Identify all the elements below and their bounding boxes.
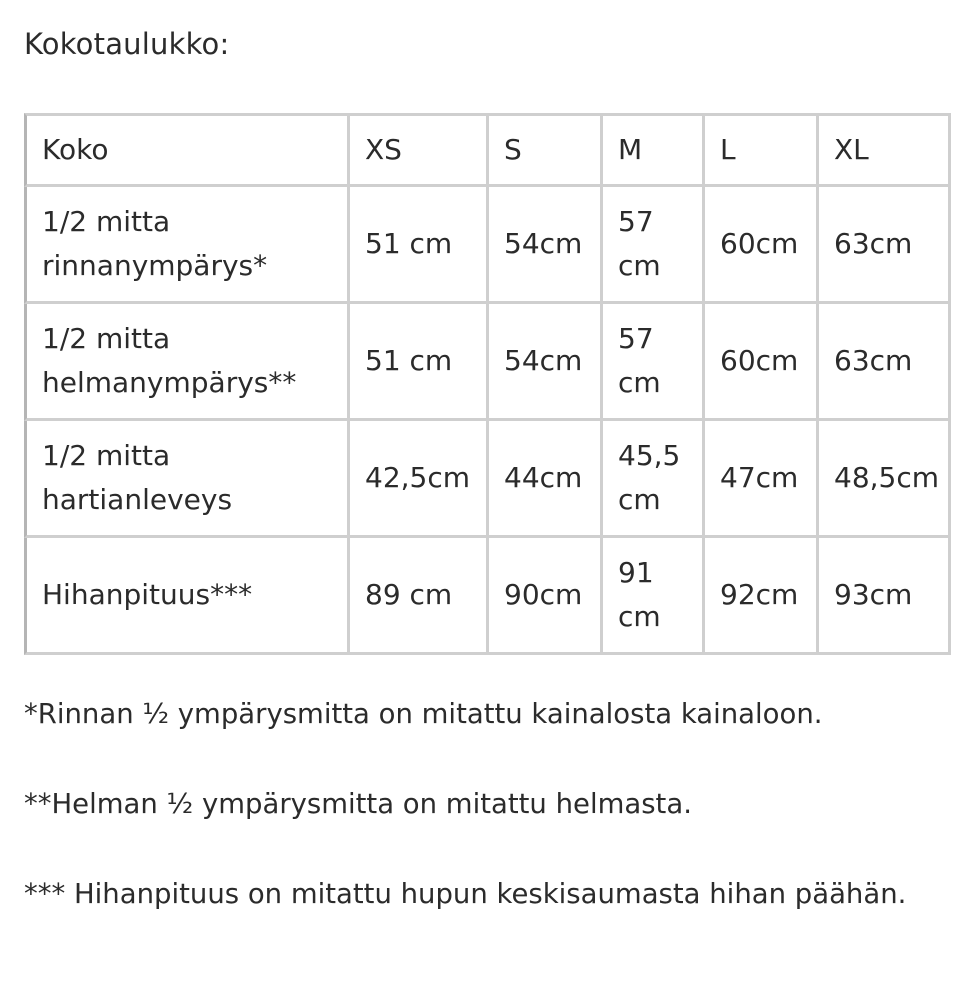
row-label: 1/2 mitta hartianleveys [24,421,350,538]
size-table [24,113,951,655]
table-cell: 90cm [489,538,603,655]
header-cell-size: Koko [24,113,350,187]
table-cell: 48,5cm [819,421,951,538]
table-cell: 54cm [489,187,603,304]
table-cell: 51 cm [350,187,489,304]
table-cell: 42,5cm [350,421,489,538]
table-row [24,304,951,421]
header-cell-xs: XS [350,113,489,187]
table-cell: 45,5 cm [603,421,705,538]
header-cell-m: M [603,113,705,187]
table-cell: 63cm [819,187,951,304]
table-cell: 60cm [705,304,819,421]
table-row [24,538,951,655]
table-cell: 89 cm [350,538,489,655]
table-row [24,187,951,304]
row-label: 1/2 mitta rinnanympärys* [24,187,350,304]
footnote-sleeve: *** Hihanpituus on mitattu hupun keskisaumasta hihan päähän. [24,878,907,910]
page-title: Kokotaulukko: [24,27,230,61]
footnote-hem: **Helman ½ ympärysmitta on mitattu helmasta. [24,788,692,820]
table-cell: 63cm [819,304,951,421]
header-cell-s: S [489,113,603,187]
row-label: 1/2 mitta helmanympärys** [24,304,350,421]
table-cell: 47cm [705,421,819,538]
table-cell: 93cm [819,538,951,655]
table-row [24,421,951,538]
table-cell: 60cm [705,187,819,304]
table-cell: 51 cm [350,304,489,421]
table-cell: 57 cm [603,187,705,304]
table-cell: 92cm [705,538,819,655]
table-header-row [24,113,951,187]
footnote-chest: *Rinnan ½ ympärysmitta on mitattu kainalosta kainaloon. [24,698,823,730]
table-cell: 91 cm [603,538,705,655]
table-cell: 54cm [489,304,603,421]
table-cell: 57 cm [603,304,705,421]
header-cell-xl: XL [819,113,951,187]
table-cell: 44cm [489,421,603,538]
row-label: Hihanpituus*** [24,538,350,655]
header-cell-l: L [705,113,819,187]
